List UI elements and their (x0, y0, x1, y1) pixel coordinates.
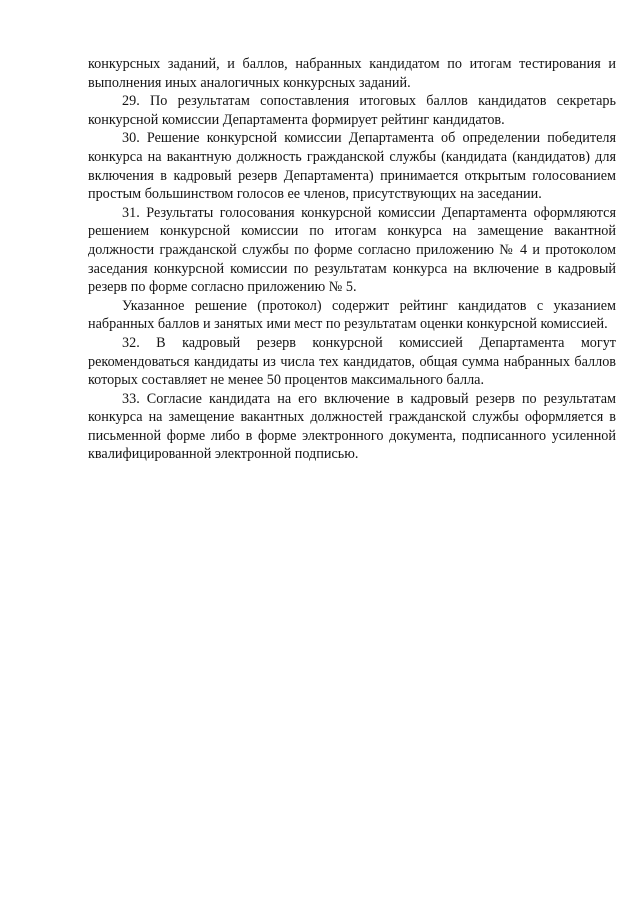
paragraph-continuation: конкурсных заданий, и баллов, набранных кандидатом по итогам тестирования и выполнения иных аналогичных конкурсных заданий. (88, 56, 616, 91)
paragraph-31-decision: Указанное решение (протокол) содержит рейтинг кандидатов с указанием набранных баллов и занятых ими мест по результатам оценки конкурсной комиссией. (88, 297, 616, 333)
paragraph-33: 33. Согласие кандидата на его включение в кадровый резерв по результатам конкурса на замещение вакантных должностей гражданской службы оформляется в письменной форме либо в форме электронного документа, подписанного усиленной квалифицированной электронной подписью. (88, 390, 616, 463)
paragraph-29: 29. По результатам сопоставления итоговых баллов кандидатов секретарь конкурсной комиссии Департамента формирует рейтинг кандидатов. (88, 93, 616, 128)
paragraph-31: 31. Результаты голосования конкурсной комиссии Департамента оформляются решением конкурсной комиссии по итогам конкурса на замещение вакантной должности гражданской службы по форме согласно приложению № 4 и протоколом заседания конкурсной комиссии по результатам конкурса на включение в кадровый резерв по форме согласно приложению № 5. (88, 204, 616, 296)
paragraph-32: 32. В кадровый резерв конкурсной комиссией Департамента могут рекомендоваться кандидаты из числа тех кандидатов, общая сумма набранных баллов которых составляет не менее 50 процентов максимального балла. (88, 334, 616, 389)
document-page (88, 55, 616, 464)
paragraph-30: 30. Решение конкурсной комиссии Департамента об определении победителя конкурса на вакантную должность гражданской службы (кандидата (кандидатов) для включения в кадровый резерв Департамента) принимается открытым голосованием простым большинством голосов ее членов, присутствующих на заседании. (88, 130, 616, 203)
